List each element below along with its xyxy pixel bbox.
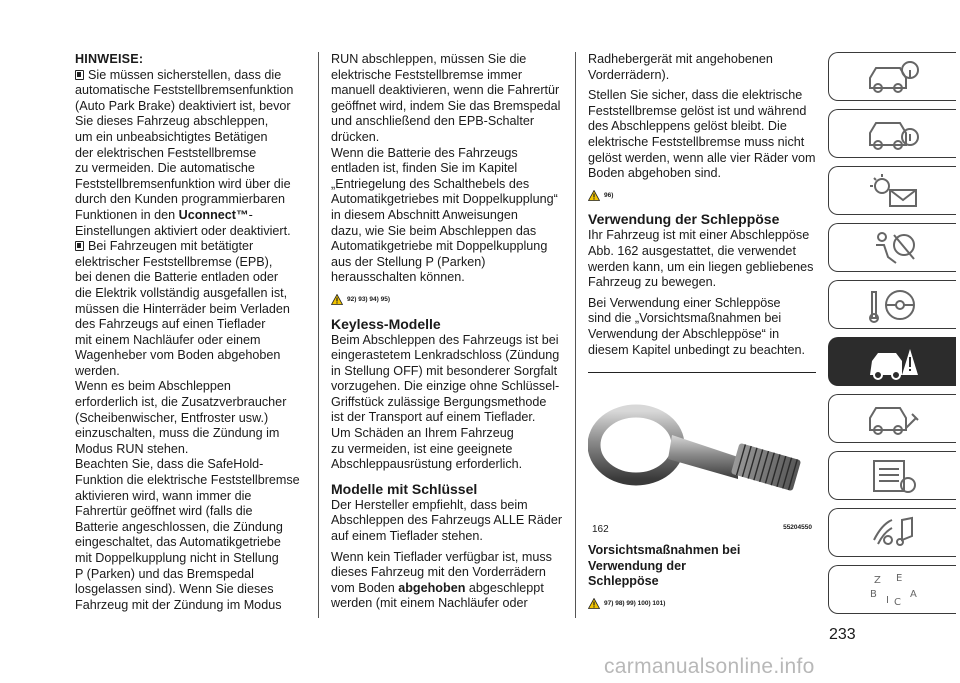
technical-data-icon bbox=[866, 457, 920, 495]
tab-maintenance[interactable] bbox=[828, 394, 956, 443]
figure-tow-eye bbox=[588, 372, 816, 535]
section-heading: Modelle mit Schlüssel bbox=[331, 480, 478, 497]
paragraph: Wenn kein Tieflader verfügbar ist, muss dieses Fahrzeug mit den Vorderrädern vom Boden abgehoben abgeschleppt werden (mit einem Nachläufer oder bbox=[331, 549, 552, 611]
tab-technical-data[interactable] bbox=[828, 451, 956, 500]
page-number: 233 bbox=[829, 626, 856, 643]
warning-reference: 92) 93) 94) 95) bbox=[331, 292, 563, 308]
warning-triangle-icon bbox=[331, 294, 343, 305]
note-1: Sie müssen sicherstellen, dass die automatische Feststellbremsenfunktion (Auto Park Brake) deaktiviert ist, bevor Sie dieses Fahrzeug abschleppen, um ein unbeabsichtigtes Betätigen der elektrischen Feststellbremse zu vermeiden. Die automatische Feststellbremsenfunktion wird über die durch den Kunden programmierbaren Funktionen in den Uconnect™- Einstellungen aktiviert oder deaktiviert. bbox=[75, 67, 294, 238]
tab-airbag-safety[interactable] bbox=[828, 223, 956, 272]
svg-text:I: I bbox=[885, 594, 889, 606]
tab-emergency[interactable] bbox=[828, 337, 956, 386]
paragraph: Beachten Sie, dass die SafeHold- Funktion die elektrische Feststellbremse aktivieren wird, wann immer die Fahrertür geöffnet wird (falls die Batterie angeschlossen, die Zündung eingeschaltet, das Automatikgetriebe mit Doppelkupplung nicht in Stellung P (Parken) und das Bremspedal losgelassen sind). Wenn Sie dieses Fahrzeug mit der Zündung im Modus bbox=[75, 457, 300, 612]
note-2: Bei Fahrzeugen mit betätigter elektrischer Feststellbremse (EPB), bei denen die Batterie entladen oder die Elektrik vollständig ausgefallen ist, müssen die Hinterräder beim Verladen des Fahrzeugs auf einen Tieflader mit einem Nachläufer oder einem Wagenheber vom Boden abgehoben werden. bbox=[75, 239, 290, 378]
warning-reference: 96) bbox=[588, 188, 816, 204]
tab-driving[interactable] bbox=[828, 280, 956, 329]
emergency-breakdown-icon bbox=[866, 343, 920, 381]
tab-index[interactable] bbox=[828, 565, 956, 614]
maintenance-car-icon bbox=[866, 400, 920, 438]
tab-car-info[interactable] bbox=[828, 109, 956, 158]
tab-multimedia[interactable] bbox=[828, 508, 956, 557]
driving-steering-icon bbox=[866, 286, 920, 324]
paragraph: Wenn es beim Abschleppen erforderlich ist, die Zusatzverbraucher (Scheibenwischer, Entfroster usw.) einzuschalten, muss die Zündung im Modus RUN stehen. bbox=[75, 379, 287, 456]
paragraph: Radhebergerät mit angehobenen Vorderrädern). bbox=[588, 52, 773, 82]
multimedia-icon bbox=[866, 514, 920, 552]
paragraph: Ihr Fahrzeug ist mit einer Abschleppöse Abb. 162 ausgestattet, die verwendet werden kann, um ein liegen gebliebenes Fahrzeug zu bewegen. bbox=[588, 228, 814, 290]
airbag-safety-icon bbox=[866, 229, 920, 267]
paragraph: Der Hersteller empfiehlt, dass beim Abschleppen des Fahrzeugs ALLE Räder auf einem Tieflader stehen. bbox=[331, 497, 563, 544]
paragraph: Stellen Sie sicher, dass die elektrische Feststellbremse gelöst ist und während des Abschleppens gelöst bleibt. Die elektrische Feststellbremse muss nicht gelöst werden, wenn alle vier Räder vom Boden abgehoben sind. bbox=[588, 88, 816, 181]
chapter-tabs bbox=[828, 52, 956, 622]
paragraph: Wenn die Batterie des Fahrzeugs entladen ist, finden Sie im Kapitel „Entriegelung des Schalthebels des Automatikgetriebes mit Doppelkupplung“ in diesem Abschnitt Anweisungen dazu, wie Sie beim Abschleppen das Automatikgetriebe mit Doppelkupplung aus der Stellung P (Parken) herausschalten können. bbox=[331, 145, 558, 285]
figure-code: 55204550 bbox=[783, 523, 812, 531]
svg-text:Z: Z bbox=[873, 574, 881, 586]
car-info-icon bbox=[866, 115, 920, 153]
car-steering-icon bbox=[866, 58, 920, 96]
notes-heading: HINWEISE: bbox=[75, 52, 144, 66]
tab-warning-lights[interactable] bbox=[828, 166, 956, 215]
column-divider bbox=[318, 52, 319, 618]
svg-text:A: A bbox=[909, 588, 917, 600]
warning-lights-icon bbox=[866, 172, 920, 210]
warning-triangle-icon bbox=[588, 598, 600, 609]
column-divider bbox=[575, 52, 576, 618]
figure-caption: Vorsichtsmaßnahmen bei Verwendung der Schleppöse bbox=[588, 543, 741, 589]
watermark: carmanualsonline.info bbox=[604, 655, 815, 678]
figure-number: 162 bbox=[592, 523, 609, 535]
note-marker-icon bbox=[75, 241, 84, 251]
index-icon bbox=[866, 571, 920, 609]
section-heading: Verwendung der Schleppöse bbox=[588, 211, 780, 228]
column-middle bbox=[331, 52, 563, 612]
paragraph: RUN abschleppen, müssen Sie die elektrische Feststellbremse immer manuell deaktivieren, wenn die Fahrertür geöffnet wird, indem Sie das Bremspedal und anschließend den EPB-Schalter drücken. bbox=[331, 52, 561, 144]
tab-car-steering[interactable] bbox=[828, 52, 956, 101]
column-right bbox=[588, 52, 816, 617]
paragraph: Bei Verwendung einer Schleppöse sind die „Vorsichtsmaßnahmen bei Verwendung der Abschleppöse“ in diesem Kapitel unbedingt zu beachten. bbox=[588, 295, 806, 357]
note-marker-icon bbox=[75, 70, 84, 80]
warning-triangle-icon bbox=[588, 190, 600, 201]
svg-text:B: B bbox=[869, 588, 877, 600]
paragraph: Beim Abschleppen des Fahrzeugs ist bei eingerastetem Lenkradschloss (Zündung in Stellung OFF) mit besonderer Sorgfalt vorzugehen. Die einzige ohne Schlüssel- Griffstück zulässige Bergungsmethode ist der Transport auf einem Tieflader. Um Schäden an Ihrem Fahrzeug zu vermeiden, ist eine geeignete Abschleppausrüstung erforderlich. bbox=[331, 332, 560, 472]
column-left bbox=[75, 52, 301, 613]
tow-eye-image bbox=[588, 393, 816, 513]
warning-reference: 97) 98) 99) 100) 101) bbox=[588, 596, 816, 612]
svg-text:C: C bbox=[893, 596, 901, 608]
section-heading: Keyless-Modelle bbox=[331, 315, 441, 332]
svg-text:E: E bbox=[895, 572, 902, 584]
